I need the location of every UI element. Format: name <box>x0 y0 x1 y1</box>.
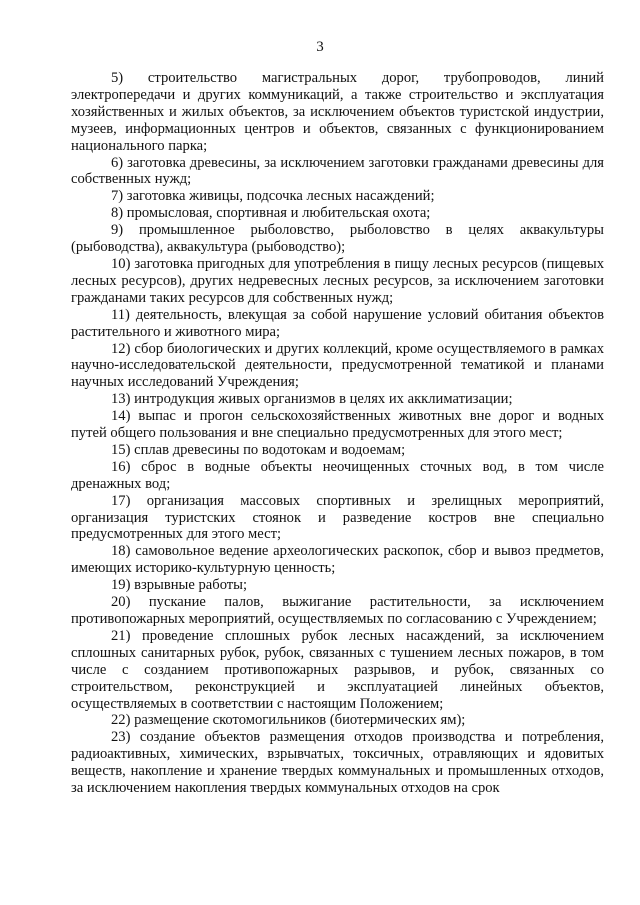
list-item-13: 13) интродукция живых организмов в целях их акклиматизации; <box>111 391 513 408</box>
list-item-18: 18) самовольное ведение археологических раскопок, сбор и вывоз предметов, имеющих историко-культурную ценность; <box>71 543 604 577</box>
list-item-15: 15) сплав древесины по водотокам и водоемам; <box>111 441 406 458</box>
list-item-22: 22) размещение скотомогильников (биотермических ям); <box>111 712 466 729</box>
list-item-20: 20) пускание палов, выжигание растительности, за исключением противопожарных мероприятий, осуществляемых по согласованию с Учреждением; <box>71 594 604 627</box>
list-item-16: 16) сброс в водные объекты неочищенных сточных вод, в том числе дренажных вод; <box>71 458 604 492</box>
list-item-19: 19) взрывные работы; <box>111 577 248 594</box>
list-item-7: 7) заготовка живицы, подсочка лесных насаждений; <box>111 188 435 205</box>
list-item-14: 14) выпас и прогон сельскохозяйственных животных вне дорог и водных путей общего пользования и вне специально предусмотренных для этого мест; <box>71 408 604 442</box>
list-item-8: 8) промысловая, спортивная и любительская охота; <box>111 205 431 222</box>
list-item-12: 12) сбор биологических и других коллекций, кроме осуществляемого в рамках научно-исследовательской деятельности, предусмотренной тематикой и планами научных исследований Учреждения; <box>71 340 604 391</box>
list-item-6: 6) заготовка древесины, за исключением заготовки гражданами древесины для собственных нужд; <box>71 154 604 188</box>
list-item-10: 10) заготовка пригодных для употребления в пищу лесных ресурсов (пищевых лесных ресурсов), других недревесных лесных ресурсов, за исключением заготовки гражданами таких ресурсов для собственных нужд; <box>71 255 604 306</box>
list-item-11: 11) деятельность, влекущая за собой нарушение условий обитания объектов растительного и животного мира; <box>71 306 604 340</box>
list-item-5: 5) строительство магистральных дорог, трубопроводов, линий электропередачи и других коммуникаций, а также строительство и эксплуатация хозяйственных и жилых объектов, за исключением объектов туристской индустрии, музеев, информационных центров и объектов, связанных с функционированием национального парка; <box>71 70 604 154</box>
list-item-23: 23) создание объектов размещения отходов производства и потребления, радиоактивных, химических, взрывчатых, токсичных, отравляющих и ядовитых веществ, накопление и хранение твердых коммунальных и промышленных отходов, за исключением накопления твердых коммунальных отходов на срок <box>71 729 604 797</box>
list-item-21: 21) проведение сплошных рубок лесных насаждений, за исключением сплошных санитарных рубок, рубок, связанных с тушением лесных пожаров, в том числе с созданием противопожарных разрывов, и рубок, связанных со строительством, реконструкцией и эксплуатацией линейных объектов, осуществляемых в соответствии с настоящим Положением; <box>71 627 604 712</box>
document-body <box>71 70 604 797</box>
list-item-17: 17) организация массовых спортивных и зрелищных мероприятий, организация туристских стоянок и разведение костров вне специально предусмотренных для этого мест; <box>71 492 604 543</box>
list-item-9: 9) промышленное рыболовство, рыболовство в целях аквакультуры (рыбоводства), аквакультура (рыбоводство); <box>71 222 604 256</box>
page-number: 3 <box>316 39 324 55</box>
